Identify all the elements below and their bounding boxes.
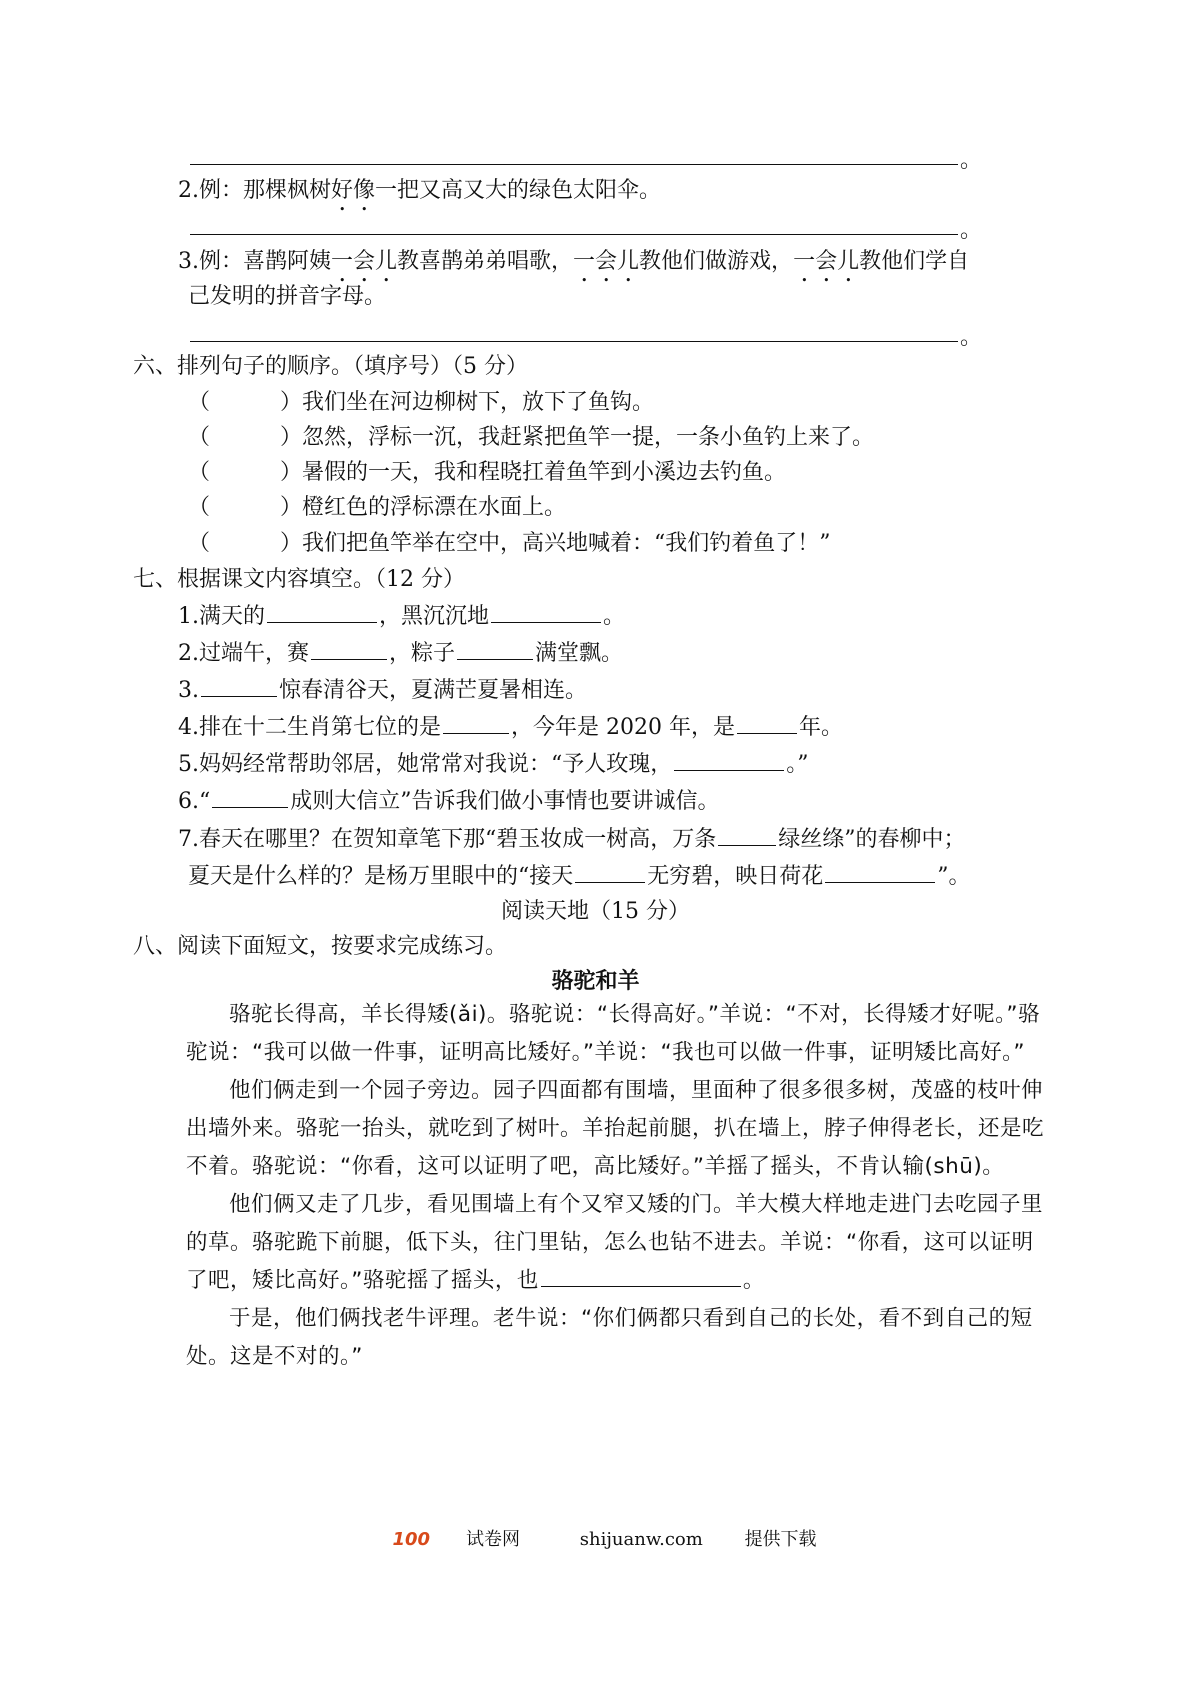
passage-paragraph-2: 他们俩走到一个园子旁边。园子四面都有围墙，里面种了很多很多树，茂盛的枝叶伸出墙外来。骆驼一抬头，就吃到了树叶。羊抬起前腿，扒在墙上，脖子伸得老长，还是吃不着。骆驼说：“你看，这可以证明了吧，高比矮好。”羊摇了摇头，不肯认输(shū)。 — [186, 1078, 1045, 1179]
blank[interactable] — [212, 783, 288, 808]
order-item: （ ）暑假的一天，我和程晓扛着鱼竿到小溪边去钓鱼。 — [188, 460, 787, 485]
blank[interactable] — [737, 709, 797, 734]
q7-3: 3. 惊春清谷天，夏满芒夏暑相连。 — [178, 672, 587, 708]
order-item: （ ）我们把鱼竿举在空中，高兴地喊着：“我们钓着鱼了！” — [188, 531, 831, 556]
logo-icon: 100 — [392, 1529, 431, 1550]
footer-url[interactable]: shijuanw.com — [579, 1529, 703, 1550]
period-3: 。 — [960, 325, 983, 350]
reading-header: 阅读天地（15 分） — [501, 899, 690, 924]
example-2: 2.例：那棵枫树好像一把又高又大的绿色太阳伞。 — [178, 178, 662, 203]
passage-paragraph-1: 骆驼长得高，羊长得矮(ǎi)。骆驼说：“长得高好。”羊说：“不对，长得矮才好呢。”骆驼说：“我可以做一件事，证明高比矮好。”羊说：“我也可以做一件事，证明矮比高好。” — [186, 1002, 1040, 1065]
q7-7-line1: 7.春天在哪里？在贺知章笔下那“碧玉妆成一树高，万条 绿丝绦”的春柳中； — [178, 821, 966, 857]
order-item: （ ）我们坐在河边柳树下，放下了鱼钩。 — [188, 390, 655, 415]
blank[interactable] — [718, 821, 776, 846]
blank[interactable] — [674, 746, 784, 771]
passage-paragraph-4: 于是，他们俩找老牛评理。老牛说：“你们俩都只看到自己的长处，看不到自己的短处。这是不对的。” — [186, 1306, 1033, 1369]
q7-2: 2.过端午，赛 ，粽子 满堂飘。 — [178, 635, 623, 671]
example-3-line2: 己发明的拼音字母。 — [188, 284, 387, 309]
blank[interactable] — [267, 598, 377, 623]
blank[interactable] — [201, 672, 277, 697]
answer-line-2[interactable] — [190, 234, 958, 235]
q7-6: 6.“ 成则大信立”告诉我们做小事情也要讲诚信。 — [178, 783, 720, 819]
footer: 100 试卷网 shijuanw.com 提供下载 — [392, 1529, 817, 1550]
passage-title: 骆驼和羊 — [551, 969, 640, 994]
q7-1: 1.满天的 ，黑沉沉地 。 — [178, 598, 625, 634]
section7-heading: 七、根据课文内容填空。（12 分） — [133, 567, 465, 592]
answer-line-3[interactable] — [190, 341, 958, 342]
blank[interactable] — [575, 858, 645, 883]
blank[interactable] — [443, 709, 509, 734]
q7-4: 4.排在十二生肖第七位的是 ，今年是 2020 年，是 年。 — [178, 709, 843, 745]
footer-note: 提供下载 — [744, 1529, 817, 1550]
section6-heading: 六、排列句子的顺序。（填序号）（5 分） — [133, 354, 528, 379]
section8-heading: 八、阅读下面短文，按要求完成练习。 — [133, 934, 508, 959]
period-2: 。 — [960, 218, 983, 243]
period-1: 。 — [960, 148, 983, 173]
blank[interactable] — [311, 635, 387, 660]
blank[interactable] — [825, 858, 935, 883]
q7-5: 5.妈妈经常帮助邻居，她常常对我说：“予人玫瑰， 。” — [178, 746, 809, 782]
blank[interactable] — [541, 1264, 741, 1287]
blank[interactable] — [491, 598, 601, 623]
order-item: （ ）忽然，浮标一沉，我赶紧把鱼竿一提，一条小鱼钓上来了。 — [188, 425, 875, 450]
q7-7-line2: 夏天是什么样的？是杨万里眼中的“接天 无穷碧，映日荷花 ”。 — [188, 858, 971, 894]
order-item: （ ）橙红色的浮标漂在水面上。 — [188, 495, 567, 520]
answer-line-1[interactable] — [190, 164, 958, 165]
passage — [186, 996, 1046, 1376]
example-3-line1: 3.例：喜鹊阿姨一会儿教喜鹊弟弟唱歌，一会儿教他们做游戏，一会儿教他们学自 — [178, 249, 970, 274]
passage-paragraph-3: 他们俩又走了几步，看见围墙上有个又窄又矮的门。羊大模大样地走进门去吃园子里的草。骆驼跪下前腿，低下头，往门里钻，怎么也钻不进去。羊说：“你看，这可以证明了吧，矮比高好。”骆驼摇了摇头，也 。 — [186, 1192, 1044, 1293]
blank[interactable] — [457, 635, 533, 660]
